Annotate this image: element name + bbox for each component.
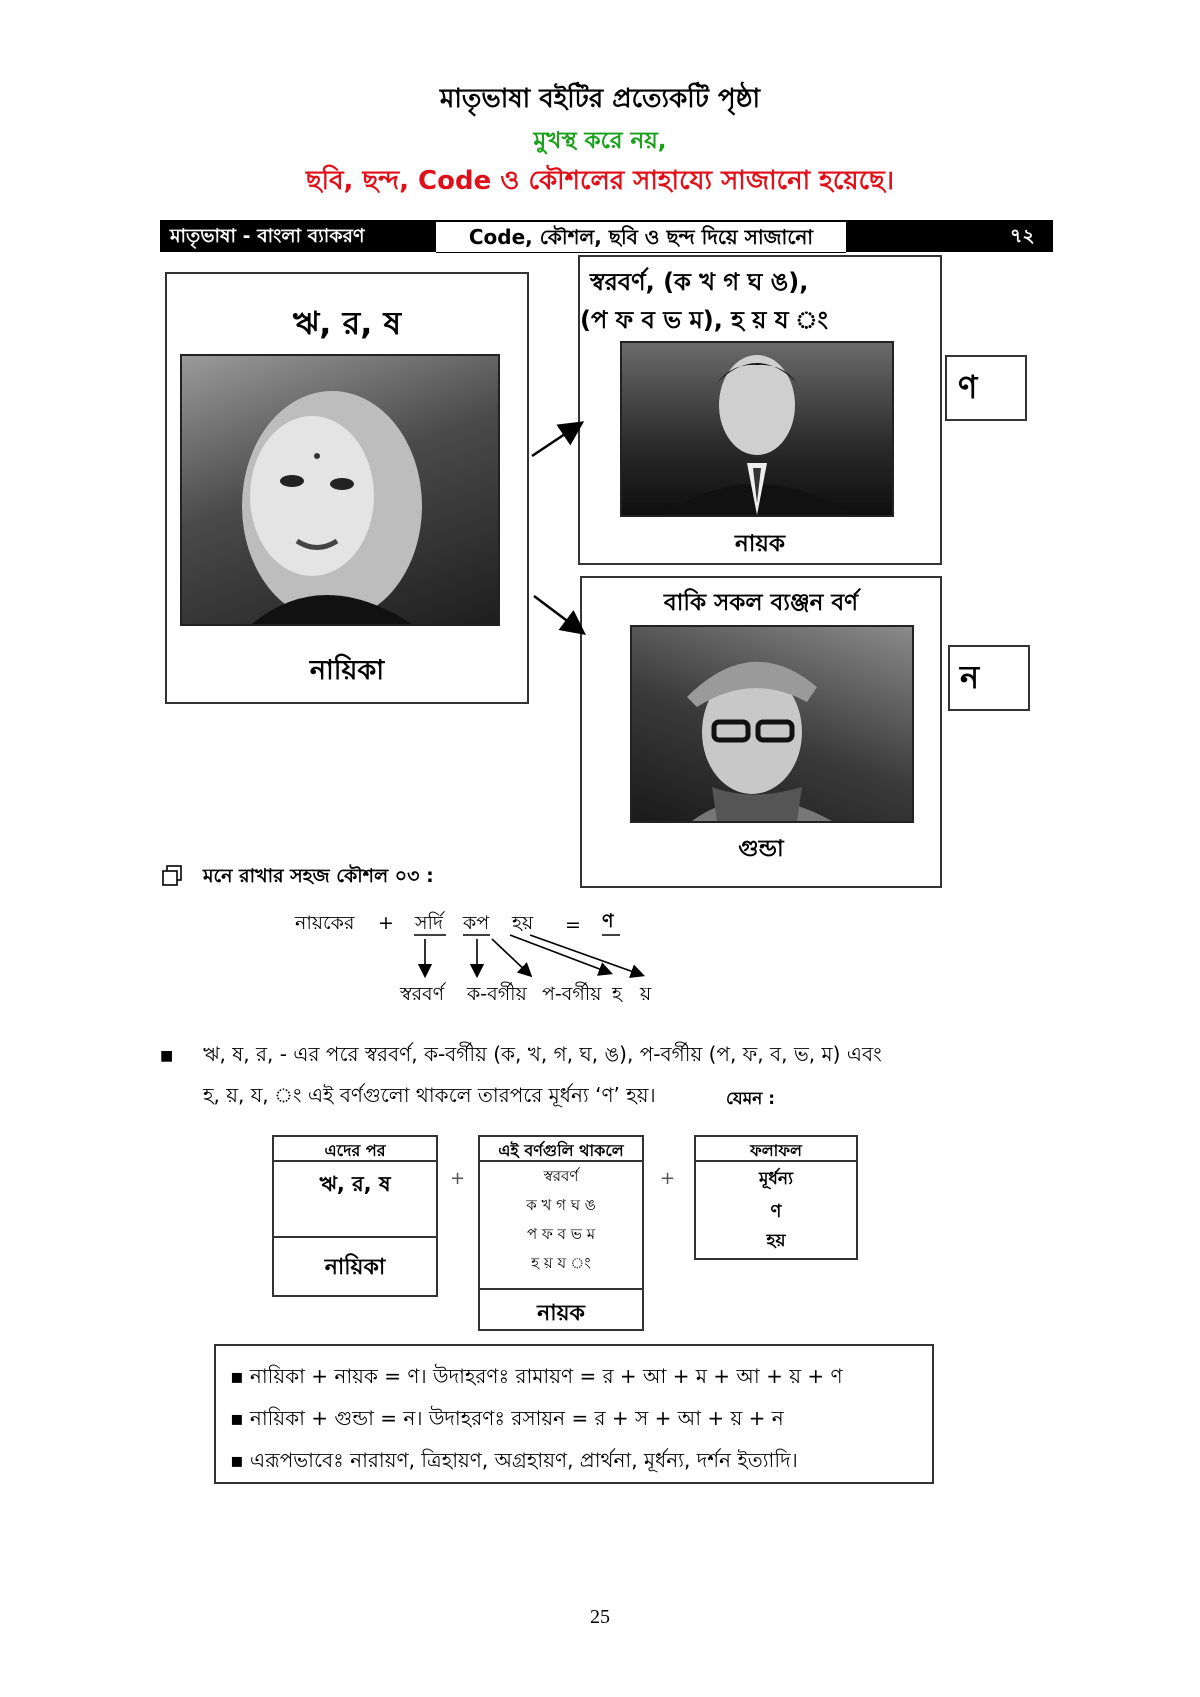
villain-title: বাকি সকল ব্যঞ্জন বর্ণ [663,590,859,616]
arrow-to-hero [532,424,580,456]
formula-word-1: নায়কের [295,912,355,934]
rule-paragraph-line-2: হ, য়, য, ং এই বর্ণগুলো থাকলে তারপরে মূর্ধন্য ‘ণ’ হয়। [203,1083,656,1107]
table-col1-footer: নায়িকা [324,1255,386,1280]
hero-caption: নায়ক [734,531,786,557]
promo-line-3: ছবি, ছন্দ, Code ও কৌশলের সাহায্যে সাজানো হয়েছে। [305,166,895,196]
heroine-caption: নায়িকা [309,655,385,686]
formula-word-2: সর্দি [415,912,443,934]
bullet-marker: ■ [160,1048,174,1064]
table-col2-row: স্বরবর্ণ [543,1167,579,1185]
mnemonic-formula [280,895,720,1005]
heroine-photo [180,354,500,626]
heroine-letters: ঋ, র, ষ [292,304,402,342]
villain-photo [630,625,914,823]
hero-letters-line-1: স্বরবর্ণ, (ক খ গ ঘ ঙ), [590,268,809,296]
villain-portrait-icon [632,627,912,821]
heroine-portrait-icon [182,356,498,624]
formula-word-3: কপ [463,912,490,934]
rule-paragraph-line-1: ঋ, ষ, র, - এর পরে স্বরবর্ণ, ক-বর্গীয় (ক, খ, গ, ঘ, ঙ), প-বর্গীয় (প, ফ, ব, ভ, ম) এবং [203,1042,882,1066]
table-col2-row: ক খ গ ঘ ঙ [526,1196,596,1214]
hero-photo [620,341,894,517]
formula-word-4: হয় [512,912,534,934]
table-header-3: ফলাফল [750,1141,802,1160]
rule-line-1: ▪ নায়িকা + নায়ক = ণ। উদাহরণঃ রামায়ণ = র + আ + ম + আ + য় + ণ [230,1364,843,1388]
book-title: মাতৃভাষা - বাংলা ব্যাকরণ [170,225,365,247]
table-col2-row: হ য় য ং [531,1254,591,1272]
rule-line-2: ▪ নায়িকা + গুন্ডা = ন। উদাহরণঃ রসায়ন = র + স + আ + য় + ন [230,1406,784,1430]
table-col3-row: ণ [770,1201,782,1222]
formula-below-5: য় [640,983,652,1005]
connector-arrows [528,420,590,640]
page-number: 25 [590,1606,610,1628]
arrow-to-villain [534,596,582,632]
table-header-1: এদের পর [324,1141,386,1160]
hero-portrait-icon [622,343,892,515]
formula-equals: = [565,914,581,936]
formula-result: ণ [602,910,614,932]
table-col3-row: হয় [766,1231,786,1251]
table-col1-letters: ঋ, র, ষ [319,1172,391,1196]
table-divider [478,1288,644,1290]
formula-below-4: হ [612,983,622,1005]
table-col3-row: মূর্ধন্য [758,1169,794,1189]
villain-result-letter: ন [960,658,980,696]
table-col2-row: প ফ ব ভ ম [526,1225,596,1243]
example-label: যেমন : [726,1089,775,1109]
chapter-subtitle: Code, কৌশল, ছবি ও ছন্দ দিয়ে সাজানো [436,221,846,253]
promo-line-2: মুখস্থ করে নয়, [533,128,667,154]
copy-icon [160,864,184,888]
hero-result-letter: ণ [958,368,978,406]
table-divider [272,1236,438,1238]
villain-caption: গুন্ডা [738,836,784,862]
rule-line-3: ▪ এরূপভাবেঃ নারায়ণ, ত্রিহায়ণ, অগ্রহায়ণ, প্রার্থনা, মূর্ধন্য, দর্শন ইত্যাদি। [230,1448,798,1472]
table-col2-footer: নায়ক [537,1301,585,1326]
chapter-number: ৭২ [1010,225,1035,247]
tip-heading: মনে রাখার সহজ কৌশল ০৩ : [203,865,434,887]
promo-line-1: মাতৃভাষা বইটির প্রত্যেকটি পৃষ্ঠা [439,84,761,114]
table-plus-1: + [450,1168,466,1189]
table-header-2: এই বর্ণগুলি থাকলে [498,1141,624,1160]
formula-below-2: ক-বর্গীয় [467,983,527,1005]
formula-below-1: স্বরবর্ণ [400,983,445,1005]
formula-plus: + [378,912,394,934]
hero-letters-line-2: (প ফ ব ভ ম), হ য় য ং [580,306,828,334]
table-plus-2: + [660,1168,676,1189]
formula-below-3: প-বর্গীয় [542,983,602,1005]
